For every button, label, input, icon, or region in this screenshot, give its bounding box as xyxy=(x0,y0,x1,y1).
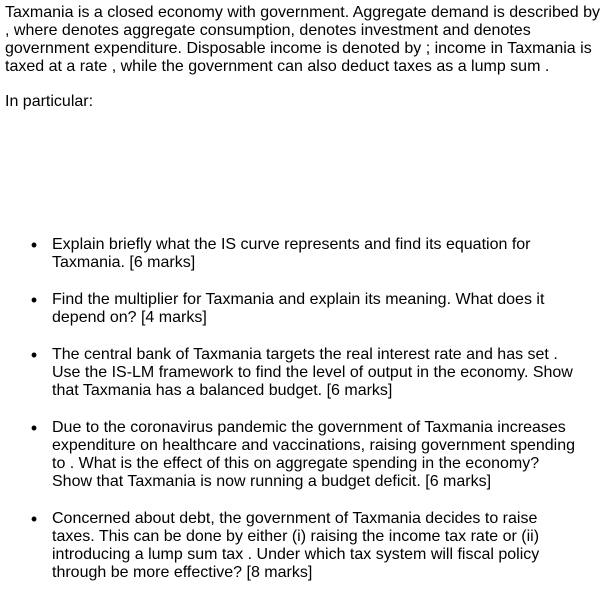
question-item xyxy=(0,291,580,327)
question-text: The central bank of Taxmania targets the real interest rate and has set . Use the IS-LM framework to find the level of output in the economy. Show that Taxmania has a balanced budget. [6 marks] xyxy=(52,346,573,399)
question-item xyxy=(0,510,580,582)
bullet-icon: • xyxy=(30,418,38,438)
question-text: Due to the coronavirus pandemic the government of Taxmania increases expenditure on healthcare and vaccinations, raising government spending to . What is the effect of this on aggregate spending in the economy? Show that Taxmania is now running a budget deficit. [6 marks] xyxy=(52,419,576,490)
lead-in-text: In particular: xyxy=(5,93,94,110)
question-text: Explain briefly what the IS curve represents and find its equation for Taxmania. [6 marks] xyxy=(52,236,531,271)
bullet-icon: • xyxy=(30,509,38,529)
question-list xyxy=(0,236,609,601)
question-text: Find the multiplier for Taxmania and explain its meaning. What does it depend on? [4 marks] xyxy=(52,291,545,326)
question-item xyxy=(0,419,580,491)
question-item xyxy=(0,346,580,400)
bullet-icon: • xyxy=(30,345,38,365)
question-text: Concerned about debt, the government of Taxmania decides to raise taxes. This can be done by either (i) raising the income tax rate or (ii) introducing a lump sum tax . Under which tax system will fiscal policy through be more effective? [8 marks] xyxy=(52,510,540,581)
bullet-icon: • xyxy=(30,290,38,310)
bullet-icon: • xyxy=(30,235,38,255)
question-item xyxy=(0,236,580,272)
intro-paragraph: Taxmania is a closed economy with government. Aggregate demand is described by , where denotes aggregate consumption, denotes investment and denotes government expenditure. Disposable income is denoted by ; income in Taxmania is taxed at a rate , while the government can also deduct taxes as a lump sum . xyxy=(5,4,600,75)
intro-section xyxy=(5,4,605,111)
